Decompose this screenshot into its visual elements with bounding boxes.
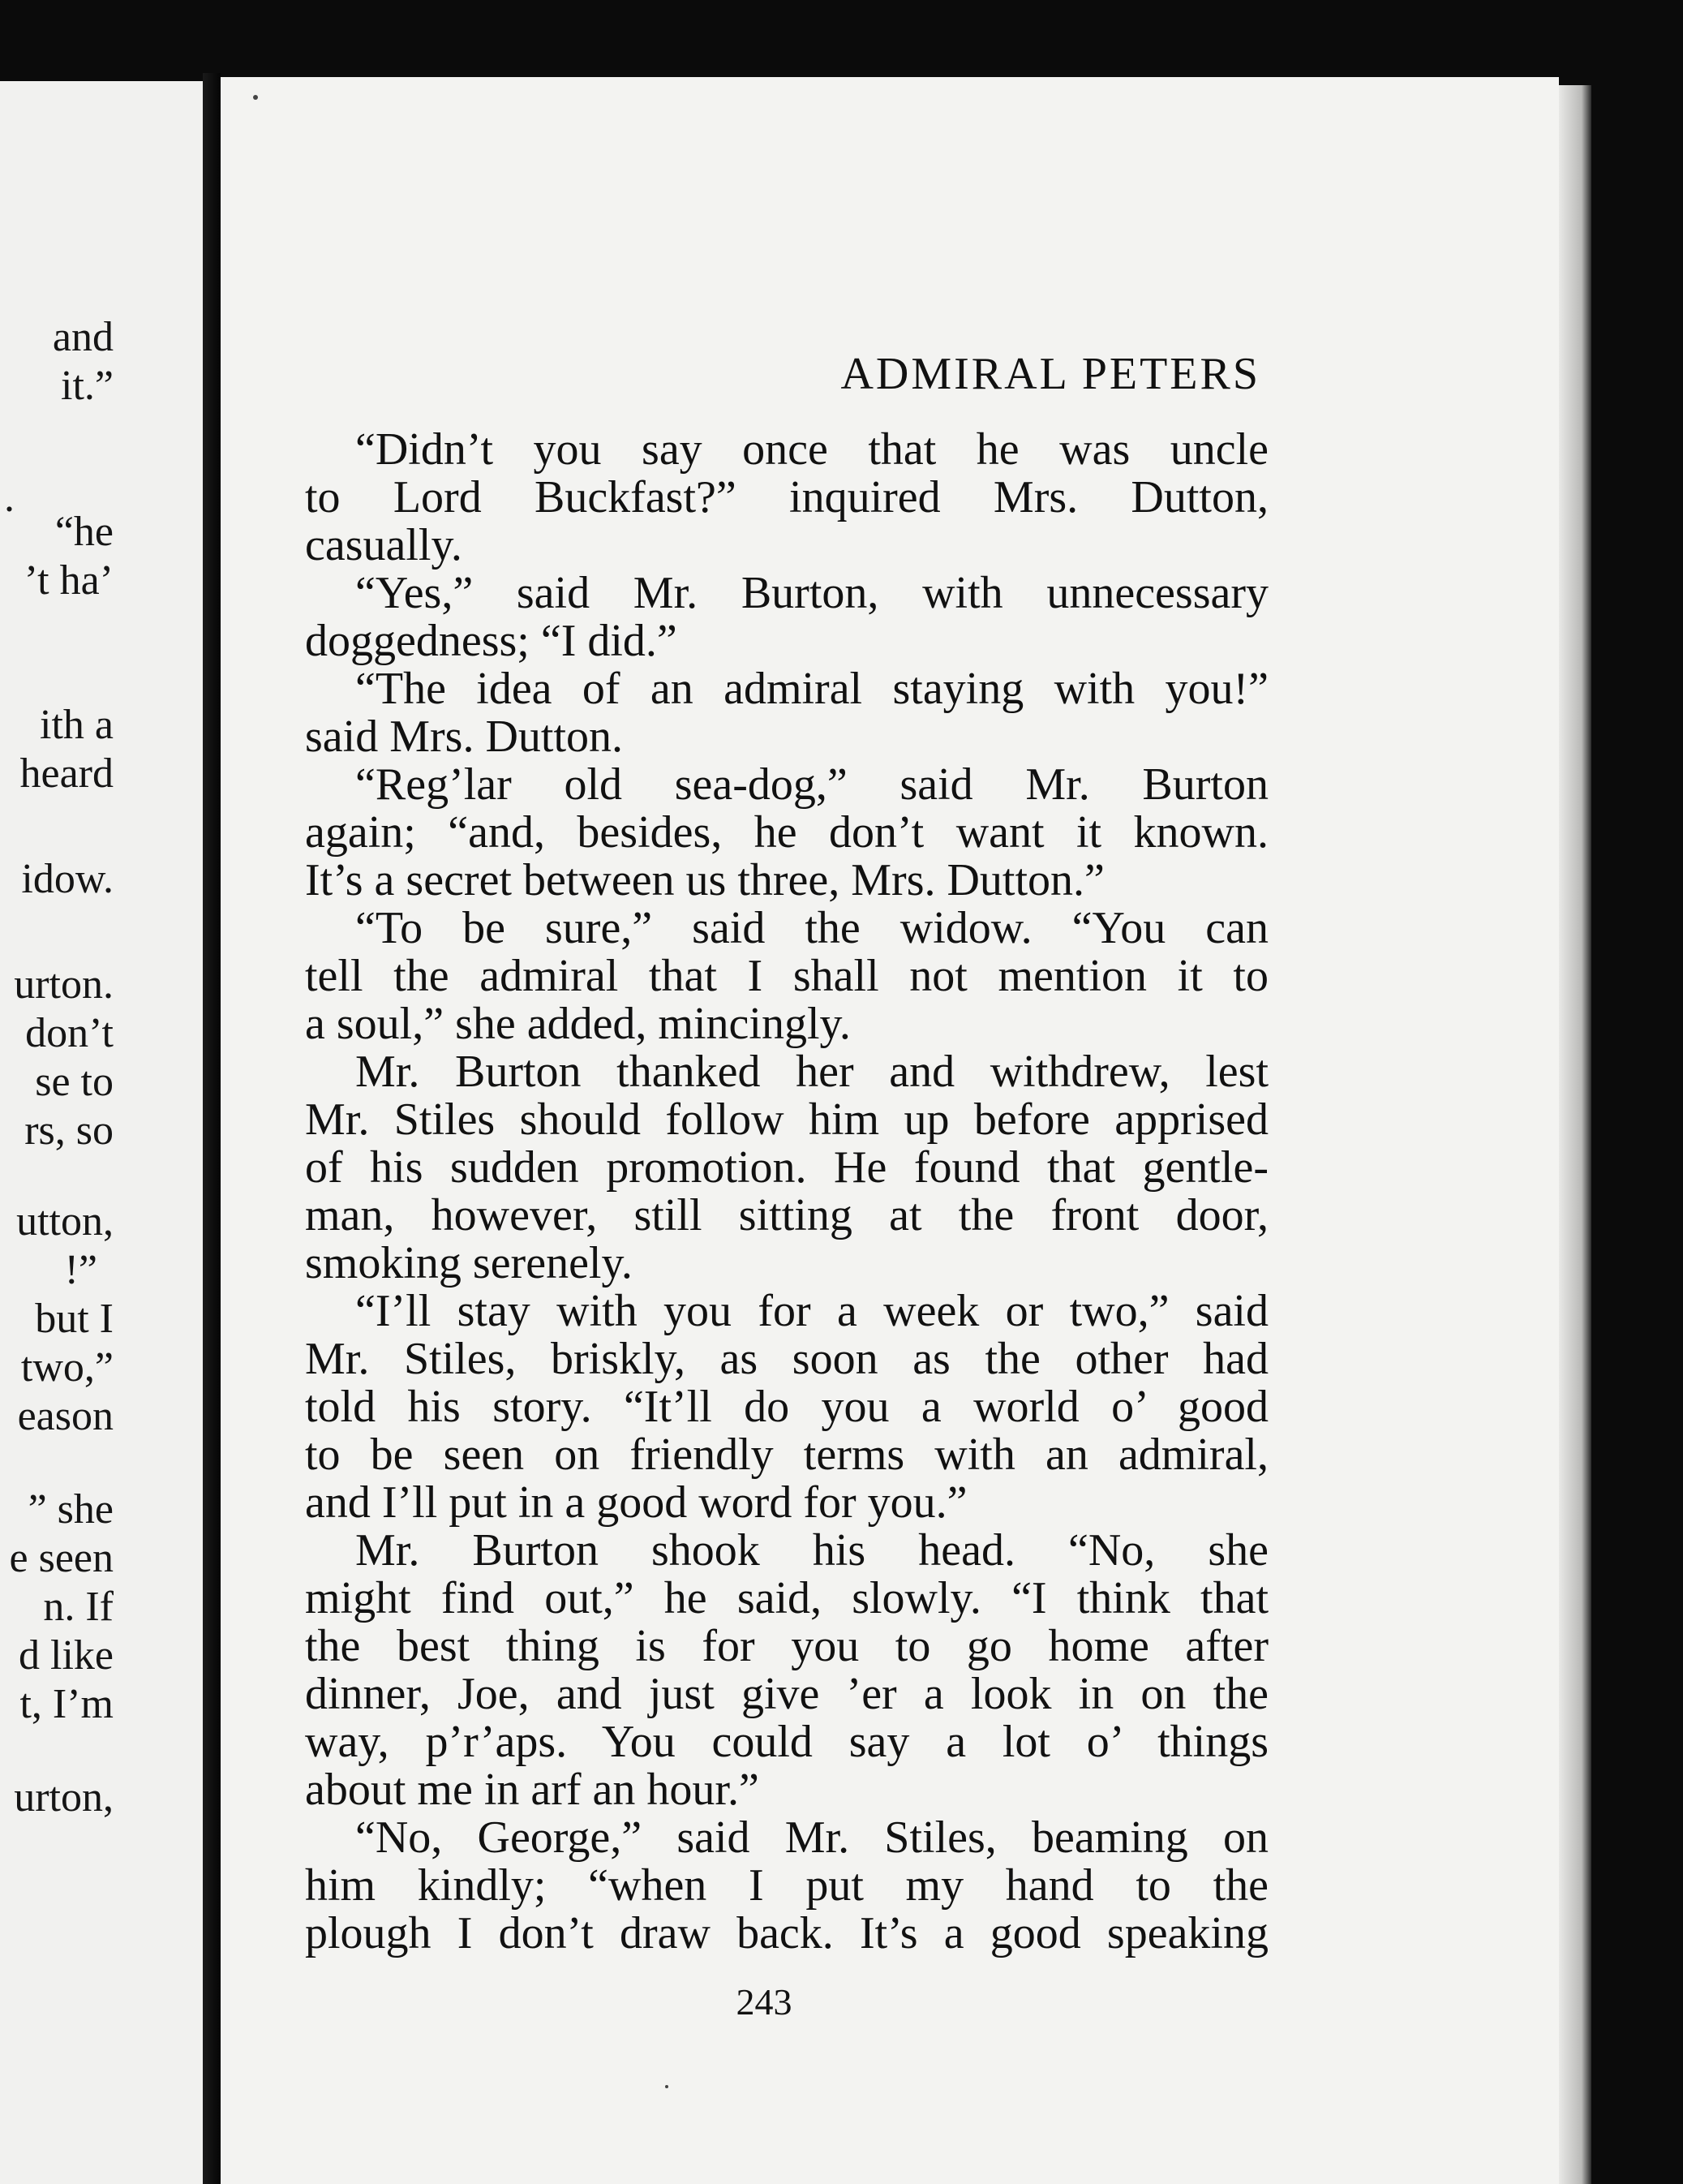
body-text [305,426,1269,1958]
left-page-text-fragment: !” [64,1247,97,1293]
text-line: again; “and, besides, he don’t want it known. [305,809,1269,857]
text-line: him kindly; “when I put my hand to the [305,1862,1269,1910]
left-page-text-fragment: idow. [21,856,114,902]
text-line: “Yes,” said Mr. Burton, with unnecessary [355,570,1269,617]
left-page-text-fragment: and [52,314,114,360]
text-line: Mr. Stiles should follow him up before apprised [305,1096,1269,1144]
left-page-text-fragment: e seen [9,1535,114,1581]
left-page-text-fragment: d like [19,1632,114,1679]
text-line: “No, George,” said Mr. Stiles, beaming on [355,1814,1269,1862]
text-line: the best thing is for you to go home after [305,1623,1269,1670]
left-page-text-fragment: ” she [28,1486,114,1533]
left-page-text-fragment: n. If [43,1584,114,1630]
page-edge [1559,85,1591,2184]
text-line: Mr. Burton thanked her and withdrew, lest [355,1048,1269,1096]
text-line: It’s a secret between us three, Mrs. Dutton.” [305,857,1105,905]
left-page-text-fragment: but I [35,1296,114,1342]
left-page-text-fragment: it.” [61,363,114,409]
text-line: a soul,” she added, mincingly. [305,1000,851,1048]
text-line: “Didn’t you say once that he was uncle [355,426,1269,474]
scan-speck [253,95,258,100]
left-page-text-fragment: . [4,475,15,521]
left-page-text-fragment: utton, [16,1198,114,1245]
text-line: way, p’r’aps. You could say a lot o’ things [305,1718,1269,1766]
book-gutter [203,73,221,2184]
left-page-text-fragment: don’t [25,1010,114,1056]
text-line: to Lord Buckfast?” inquired Mrs. Dutton, [305,474,1269,522]
text-line: of his sudden promotion. He found that gentle- [305,1144,1269,1192]
text-line: “Reg’lar old sea-dog,” said Mr. Burton [355,761,1269,809]
left-page-text-fragment: ’t ha’ [24,557,114,604]
left-page-text-fragment: ith a [40,702,114,748]
text-line: smoking serenely. [305,1240,633,1288]
left-page-text-fragment: heard [19,750,114,797]
page-number: 243 [736,1981,792,2023]
scan-speck [665,2085,668,2088]
left-page-text-fragment: two,” [20,1344,114,1391]
left-page-text-fragment: rs, so [24,1107,114,1154]
text-line: tell the admiral that I shall not mention it to [305,952,1269,1000]
text-line: to be seen on friendly terms with an admiral, [305,1431,1269,1479]
text-line: “To be sure,” said the widow. “You can [355,905,1269,952]
left-page-text-fragment: “he [54,509,114,555]
text-line: said Mrs. Dutton. [305,713,623,761]
text-line: and I’ll put in a good word for you.” [305,1479,968,1527]
text-line: told his story. “It’ll do you a world o’ good [305,1383,1269,1431]
text-line: “I’ll stay with you for a week or two,” said [355,1288,1269,1335]
book-page [221,77,1559,2184]
text-line: Mr. Burton shook his head. “No, she [355,1527,1269,1575]
running-head: ADMIRAL PETERS [840,349,1260,399]
text-line: casually. [305,522,462,570]
left-page-text-fragment: eason [17,1393,114,1439]
left-page-text-fragment: urton, [14,1774,114,1821]
text-line: plough I don’t draw back. It’s a good speaking [305,1910,1269,1958]
left-page-text-fragment: se to [35,1059,114,1105]
text-line: “The idea of an admiral staying with you!” [355,665,1269,713]
left-page-text-fragment: t, I’m [19,1681,114,1727]
text-line: man, however, still sitting at the front door, [305,1192,1269,1240]
left-page-text-fragment: urton. [14,961,114,1008]
text-line: doggedness; “I did.” [305,617,677,665]
text-line: dinner, Joe, and just give ’er a look in on the [305,1670,1269,1718]
text-line: Mr. Stiles, briskly, as soon as the other had [305,1335,1269,1383]
text-line: might find out,” he said, slowly. “I think that [305,1575,1269,1623]
left-page-strip [0,81,203,2184]
text-line: about me in arf an hour.” [305,1766,759,1814]
